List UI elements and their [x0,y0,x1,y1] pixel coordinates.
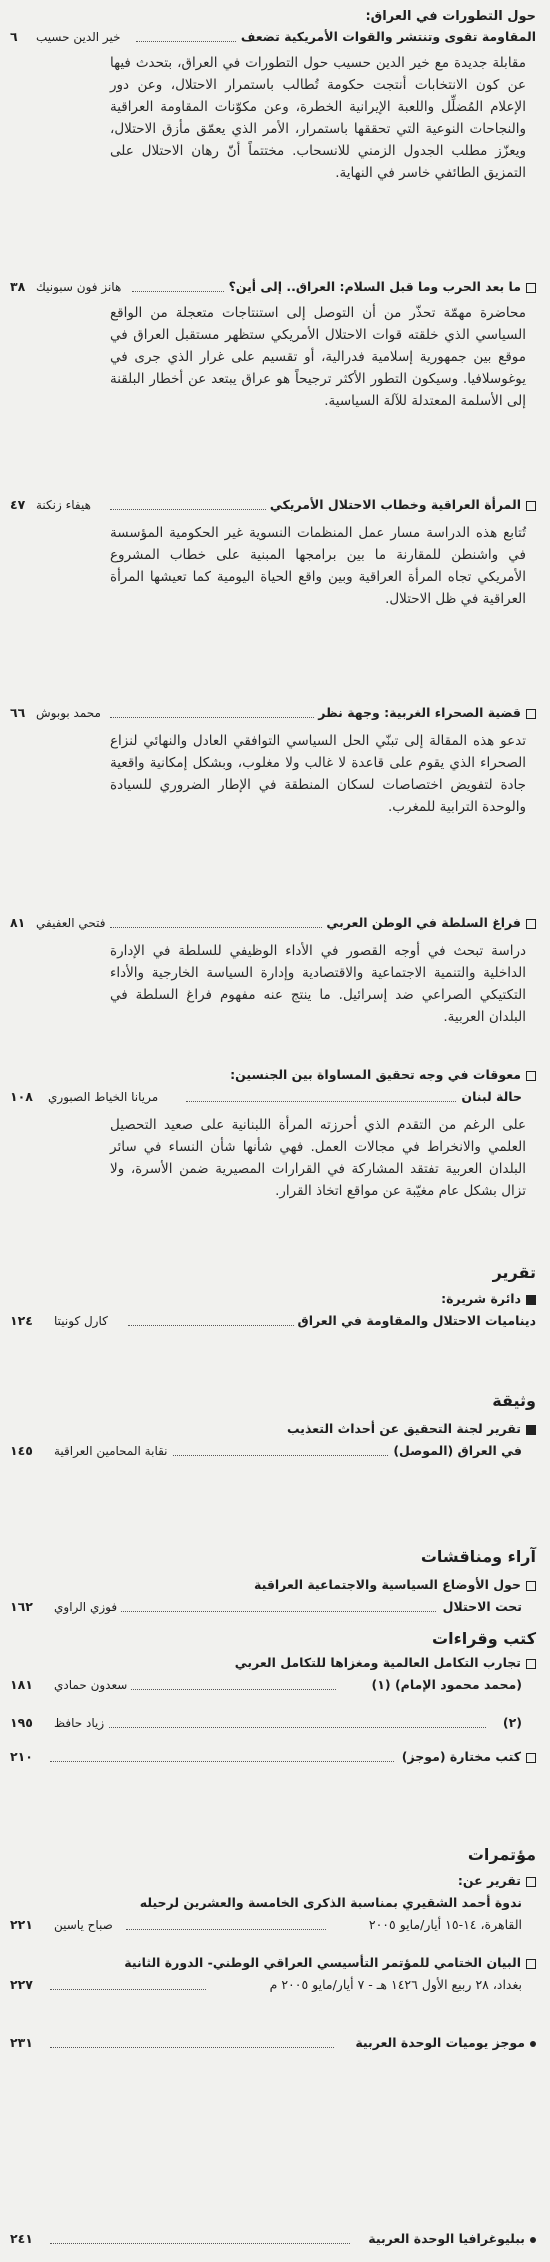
dotted-leader [186,1101,466,1102]
report-heading: دائرة شريرة: [441,1291,521,1306]
report-title[interactable]: ديناميات الاحتلال والمقاومة في العراق [294,1310,536,1332]
checkbox-square-icon [526,709,536,719]
dotted-leader [130,1689,336,1690]
page-number: ٢٣١ [10,2032,37,2054]
dotted-leader [110,509,292,510]
opinion-title-line2[interactable]: تحت الاحتلال [439,1596,522,1618]
opinion-entry[interactable] [10,1574,536,1618]
conference-title-2[interactable]: البيان الختامي للمؤتمر التأسيسي العراقي الوطني- الدورة الثانية [124,1955,521,1970]
section-heading-document: وثيقة [492,1391,536,1410]
page-number: ١٨١ [10,1674,37,1696]
page-number: ٣٨ [10,276,29,298]
conference-author: صباح ياسين [50,1914,117,1936]
article-description: تدعو هذه المقالة إلى تبنّي الحل السياسي التوافقي العادل والنهائي لنزاع الصحراء الذي يقوم على قاعدة لا غالب ولا مغلوب، وبشكل إمكانية واقعية جادة لتفويض اختصاصات لسكان المنطقة في الإطار الضروري للسيادة والوحدة الترابية للمغرب. [110,733,526,815]
conference-heading: تقرير عن: [457,1873,521,1888]
bibliography-entry[interactable] [10,2228,536,2250]
book-review-entry[interactable] [10,1712,536,1734]
dotted-leader [50,2243,350,2244]
article-author: فتحي العفيفي [32,912,109,934]
checkbox-square-icon [526,1753,536,1763]
book-short-entry[interactable] [10,1746,536,1768]
checkbox-square-icon [526,501,536,511]
report-author: كارل كونيتا [50,1310,112,1332]
page-number: ٢٤١ [10,2228,37,2250]
dotted-leader [50,1761,394,1762]
article-title[interactable]: المقاومة تقوى وتنتشر والقوات الأمريكية تضعف [237,26,536,48]
dotted-leader [126,1929,326,1930]
article-description: دراسة تبحث في أوجه القصور في الأداء الوظيفي للسلطة في الإدارة الداخلية والتنمية الاجتماعية والاقتصادية وإدارة السياسة الخارجية والأداء التكتيكي الصراعي ضد إسرائيل. ما ينتج عنه مفهوم فراغ السلطة في البلدان العربية. [110,943,526,1025]
article-title[interactable]: معوقات في وجه تحقيق المساواة بين الجنسين: [230,1067,521,1082]
checkbox-square-icon [526,919,536,929]
section-heading-conferences: مؤتمرات [467,1845,536,1864]
article-description: مقابلة جديدة مع خير الدين حسيب حول التطورات في العراق، بتحدث فيها عن كون الانتخابات أنتجت حكومة تُطالب باستمرار الاحتلال، وعن دور الإعلام المُضلِّل واللعبة الإيرانية الخطرة، وعن مكوّنات المقاومة العراقية والنجاحات النوعية التي تحققها باستمرار، الأمر الذي يعمّق مأزق الاحتلال، ويعزّز مطلب الجدول الزمني للانسحاب. مختتماً أنّ رهان الاحتلال على التمزيق الطائفي خاسر في النهاية. [110,55,526,181]
page-number: ٢١٠ [10,1746,37,1768]
diary-title[interactable]: موجز يوميات الوحدة العربية [355,2035,525,2050]
book-review-item-2[interactable]: (٢) [499,1712,522,1734]
page-number: ٤٧ [10,494,29,516]
section-heading-iraq: حول التطورات في العراق: [365,9,536,24]
document-author: نقابة المحامين العراقية [50,1440,172,1462]
article-entry[interactable] [10,1064,536,1108]
dotted-leader [170,1455,396,1456]
filled-square-icon [526,1295,536,1305]
article-entry[interactable] [10,26,536,48]
page-number: ٢٢١ [10,1914,37,1936]
dotted-leader [50,2047,334,2048]
page-number: ٢٢٧ [10,1974,37,1996]
book-review-entry[interactable] [10,1652,536,1696]
article-author: مريانا الخياط الصبوري [44,1086,162,1108]
conference-entry[interactable] [10,1870,536,1936]
selected-books-title[interactable]: كتب مختارة (موجز) [401,1749,521,1764]
book-reviewer: زياد حافظ [50,1712,108,1734]
article-title[interactable]: قضية الصحراء الغربية: وجهة نظر [318,705,521,720]
page-number: ١٤٥ [10,1440,37,1462]
dotted-leader [120,1611,436,1612]
conference-title-1[interactable]: ندوة أحمد الشقيري بمناسبة الذكرى الخامسة والعشرين لرحيله [136,1892,522,1914]
checkbox-square-icon [526,283,536,293]
checkbox-square-icon [526,1581,536,1591]
checkbox-square-icon [526,1659,536,1669]
opinion-author: فوزي الراوي [50,1596,121,1618]
diary-entry[interactable] [10,2032,536,2054]
article-entry[interactable] [10,276,536,298]
dotted-leader [110,717,342,718]
dotted-leader [128,1325,300,1326]
bibliography-title[interactable]: ببليوغرافيا الوحدة العربية [368,2231,525,2246]
dotted-leader [110,927,346,928]
article-description: تُتابع هذه الدراسة مسار عمل المنظمات النسوية غير الحكومية المؤسسة في واشنطن للمقارنة ما بين برامجها المبنية على خطاب المشروع الأمريكي تجاه المرأة العراقية وبين واقع الحياة اليومية كما تعيشها المرأة العراقية في ظل الاحتلال. [110,525,526,607]
article-title[interactable]: فراغ السلطة في الوطن العربي [326,915,521,930]
page-number: ٦٦ [10,702,29,724]
article-entry[interactable] [10,702,536,724]
checkbox-square-icon [526,1959,536,1969]
article-title[interactable]: ما بعد الحرب وما قبل السلام: العراق.. إلى أين؟ [228,279,521,294]
document-title-line2[interactable]: في العراق (الموصل) [389,1440,522,1462]
dotted-leader [50,1989,206,1990]
document-entry[interactable] [10,1418,536,1462]
article-author: خير الدين حسيب [32,26,125,48]
conference-date-1: القاهرة، ١٤-١٥ أيار/مايو ٢٠٠٥ [365,1914,522,1936]
filled-square-icon [526,1425,536,1435]
article-title[interactable]: المرأة العراقية وخطاب الاحتلال الأمريكي [269,497,521,512]
page-number: ٨١ [10,912,29,934]
dotted-leader [136,41,236,42]
checkbox-square-icon [526,1071,536,1081]
conference-entry[interactable] [10,1952,536,1996]
article-entry[interactable] [10,494,536,516]
article-description: محاضرة مهمّة تحذّر من أن التوصل إلى استنتاجات متعجلة من الواقع السياسي الذي خلقته قوات الاحتلال الأمريكي ستظهر مستقبل العراق في موقع بين جمهورية إسلامية فدرالية، أو تقسيم على غرار الذي جرى في يوغوسلافيا. وسيكون التطور الأكثر ترجيحاً هو عراق يبتعد عن أخطار البلقنة إلى الأسلمة المعتدلة للآلة السياسية. [110,305,526,409]
book-reviewer: سعدون حمادي [50,1674,131,1696]
page-number: ١٠٨ [10,1086,37,1108]
bullet-icon [530,2237,536,2243]
article-author: هيفاء زنكنة [32,494,95,516]
opinion-title-line1[interactable]: حول الأوضاع السياسية والاجتماعية العراقية [254,1577,521,1592]
page-number: ٦ [10,26,22,48]
article-description: على الرغم من التقدم الذي أحرزته المرأة اللبنانية على صعيد التحصيل العلمي والانخراط في مجالات العمل. فهي شأنها شأن النساء في سائر البلدان العربية تفتقد المشاركة في القرارات المصيرية ضمن الأسرة، ولا تزال بشكل عام مغيّبة عن مواقع اتخاذ القرار. [110,1117,526,1199]
bullet-icon [530,2041,536,2047]
page-number: ١٩٥ [10,1712,37,1734]
book-title[interactable]: تجارب التكامل العالمية ومغزاها للتكامل العربي [234,1655,521,1670]
article-author: هانز فون سبونيك [32,276,125,298]
article-author: محمد بوبوش [32,702,105,724]
document-title-line1[interactable]: تقرير لجنة التحقيق عن أحداث التعذيب [287,1421,521,1436]
book-review-item-1[interactable]: (محمد محمود الإمام) (١) [368,1674,522,1696]
checkbox-square-icon [526,1877,536,1887]
section-heading-report: تقرير [492,1263,536,1282]
conference-date-2: بغداد، ٢٨ ربيع الأول ١٤٢٦ هـ - ٧ أيار/مايو ٢٠٠٥ م [266,1974,522,1996]
dotted-leader [106,1727,486,1728]
section-heading-opinions: آراء ومناقشات [420,1547,536,1566]
page-number: ١٢٤ [10,1310,37,1332]
page-number: ١٦٢ [10,1596,37,1618]
article-entry[interactable] [10,912,536,934]
article-subtitle[interactable]: حالة لبنان [457,1086,522,1108]
report-entry[interactable] [10,1288,536,1332]
section-heading-books: كتب وقراءات [432,1629,536,1648]
